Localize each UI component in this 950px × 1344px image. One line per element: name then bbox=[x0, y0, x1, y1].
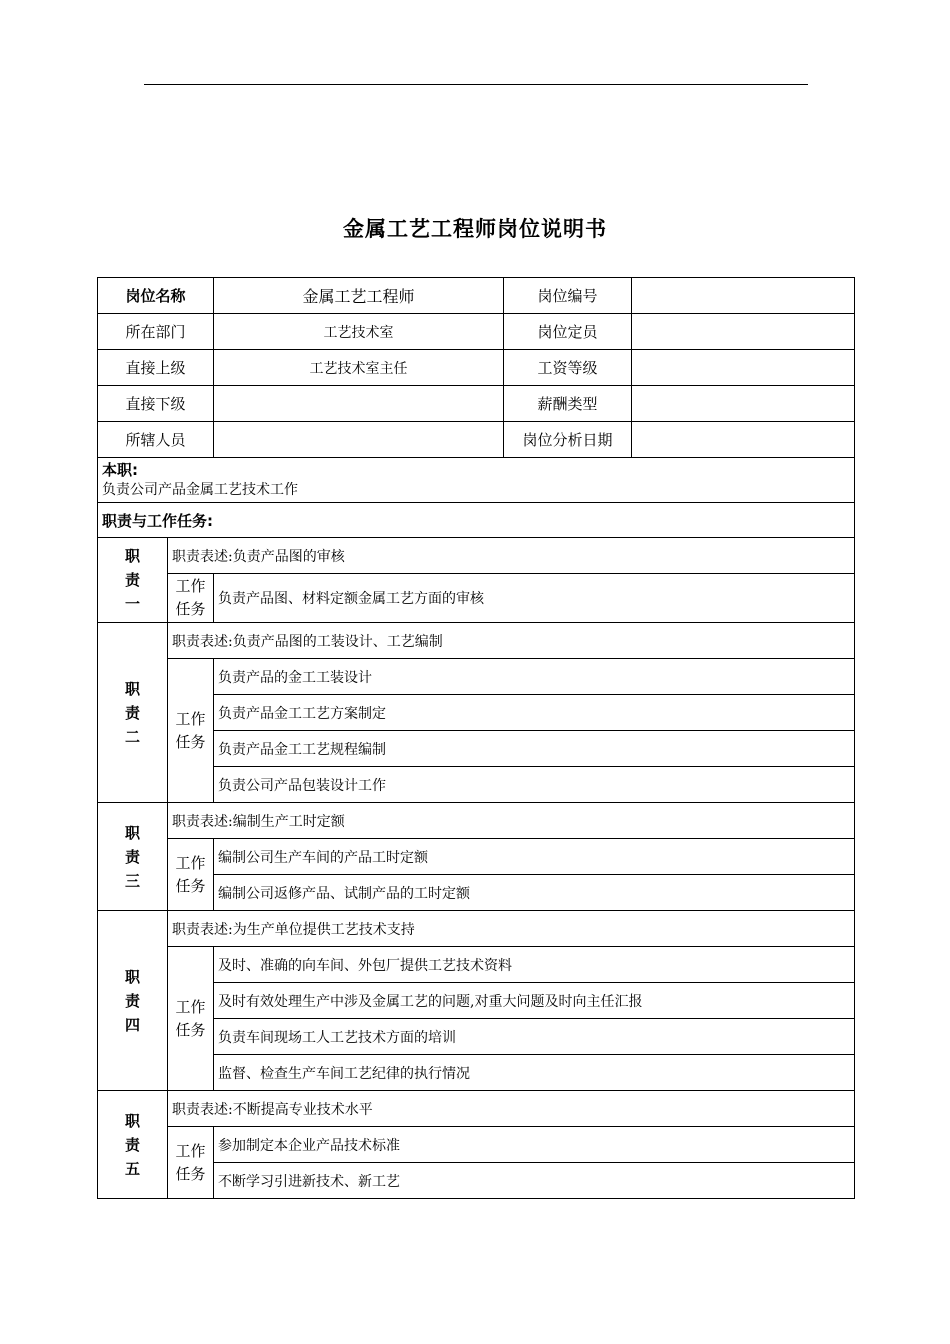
duty-description: 职责表述:编制生产工时定额 bbox=[168, 803, 855, 839]
task-item: 负责车间现场工人工艺技术方面的培训 bbox=[214, 1019, 855, 1055]
task-item: 负责产品的金工工装设计 bbox=[214, 659, 855, 695]
duty-description: 职责表述:负责产品图的工装设计、工艺编制 bbox=[168, 623, 855, 659]
task-item: 负责产品图、材料定额金属工艺方面的审核 bbox=[214, 574, 855, 623]
info-label: 工资等级 bbox=[504, 350, 632, 386]
job-description-table bbox=[97, 277, 855, 1199]
document-title: 金属工艺工程师岗位说明书 bbox=[343, 217, 607, 241]
duty-description: 职责表述:不断提高专业技术水平 bbox=[168, 1091, 855, 1127]
info-row bbox=[98, 278, 855, 314]
task-item: 负责产品金工工艺方案制定 bbox=[214, 695, 855, 731]
task-item: 监督、检查生产车间工艺纪律的执行情况 bbox=[214, 1055, 855, 1091]
duty-desc-row bbox=[98, 803, 855, 839]
header-rule bbox=[144, 84, 808, 85]
task-item: 不断学习引进新技术、新工艺 bbox=[214, 1163, 855, 1199]
duty-desc-row bbox=[98, 911, 855, 947]
duty-desc-row bbox=[98, 623, 855, 659]
duty-desc-row bbox=[98, 538, 855, 574]
task-label: 工作 任务 bbox=[168, 574, 214, 623]
info-label: 岗位编号 bbox=[504, 278, 632, 314]
task-row bbox=[98, 659, 855, 695]
info-value bbox=[214, 422, 504, 458]
info-label: 直接下级 bbox=[98, 386, 214, 422]
duty-label: 职 责 二 bbox=[98, 623, 168, 803]
duty-description: 职责表述:为生产单位提供工艺技术支持 bbox=[168, 911, 855, 947]
info-value bbox=[632, 422, 855, 458]
info-value bbox=[632, 278, 855, 314]
duties-heading: 职责与工作任务: bbox=[98, 503, 855, 538]
info-row bbox=[98, 350, 855, 386]
info-row bbox=[98, 422, 855, 458]
info-label: 岗位定员 bbox=[504, 314, 632, 350]
task-item: 及时有效处理生产中涉及金属工艺的问题,对重大问题及时向主任汇报 bbox=[214, 983, 855, 1019]
info-label: 岗位分析日期 bbox=[504, 422, 632, 458]
task-label: 工作 任务 bbox=[168, 659, 214, 803]
duty-label: 职 责 一 bbox=[98, 538, 168, 623]
duty-description: 职责表述:负责产品图的审核 bbox=[168, 538, 855, 574]
core-duty-text: 负责公司产品金属工艺技术工作 bbox=[102, 482, 298, 498]
duty-label: 职 责 五 bbox=[98, 1091, 168, 1199]
task-item: 参加制定本企业产品技术标准 bbox=[214, 1127, 855, 1163]
info-label: 所辖人员 bbox=[98, 422, 214, 458]
info-value bbox=[632, 350, 855, 386]
duty-label: 职 责 三 bbox=[98, 803, 168, 911]
task-label: 工作 任务 bbox=[168, 839, 214, 911]
task-item: 负责产品金工工艺规程编制 bbox=[214, 731, 855, 767]
task-label: 工作 任务 bbox=[168, 1127, 214, 1199]
info-row bbox=[98, 386, 855, 422]
duty-label: 职 责 四 bbox=[98, 911, 168, 1091]
core-duty-heading: 本职: bbox=[102, 461, 138, 479]
task-label: 工作 任务 bbox=[168, 947, 214, 1091]
info-value: 金属工艺工程师 bbox=[214, 278, 504, 314]
info-value bbox=[632, 314, 855, 350]
info-value bbox=[632, 386, 855, 422]
task-item: 编制公司生产车间的产品工时定额 bbox=[214, 839, 855, 875]
info-value bbox=[214, 386, 504, 422]
info-value: 工艺技术室主任 bbox=[214, 350, 504, 386]
task-row bbox=[98, 1127, 855, 1163]
info-label: 直接上级 bbox=[98, 350, 214, 386]
info-label: 薪酬类型 bbox=[504, 386, 632, 422]
task-row bbox=[98, 839, 855, 875]
duty-desc-row bbox=[98, 1091, 855, 1127]
task-row bbox=[98, 574, 855, 623]
duties-heading-row bbox=[98, 503, 855, 538]
info-value: 工艺技术室 bbox=[214, 314, 504, 350]
task-item: 编制公司返修产品、试制产品的工时定额 bbox=[214, 875, 855, 911]
core-duty-row bbox=[98, 458, 855, 503]
task-item: 及时、准确的向车间、外包厂提供工艺技术资料 bbox=[214, 947, 855, 983]
task-row bbox=[98, 947, 855, 983]
task-item: 负责公司产品包装设计工作 bbox=[214, 767, 855, 803]
info-label: 岗位名称 bbox=[98, 278, 214, 314]
info-label: 所在部门 bbox=[98, 314, 214, 350]
info-row bbox=[98, 314, 855, 350]
